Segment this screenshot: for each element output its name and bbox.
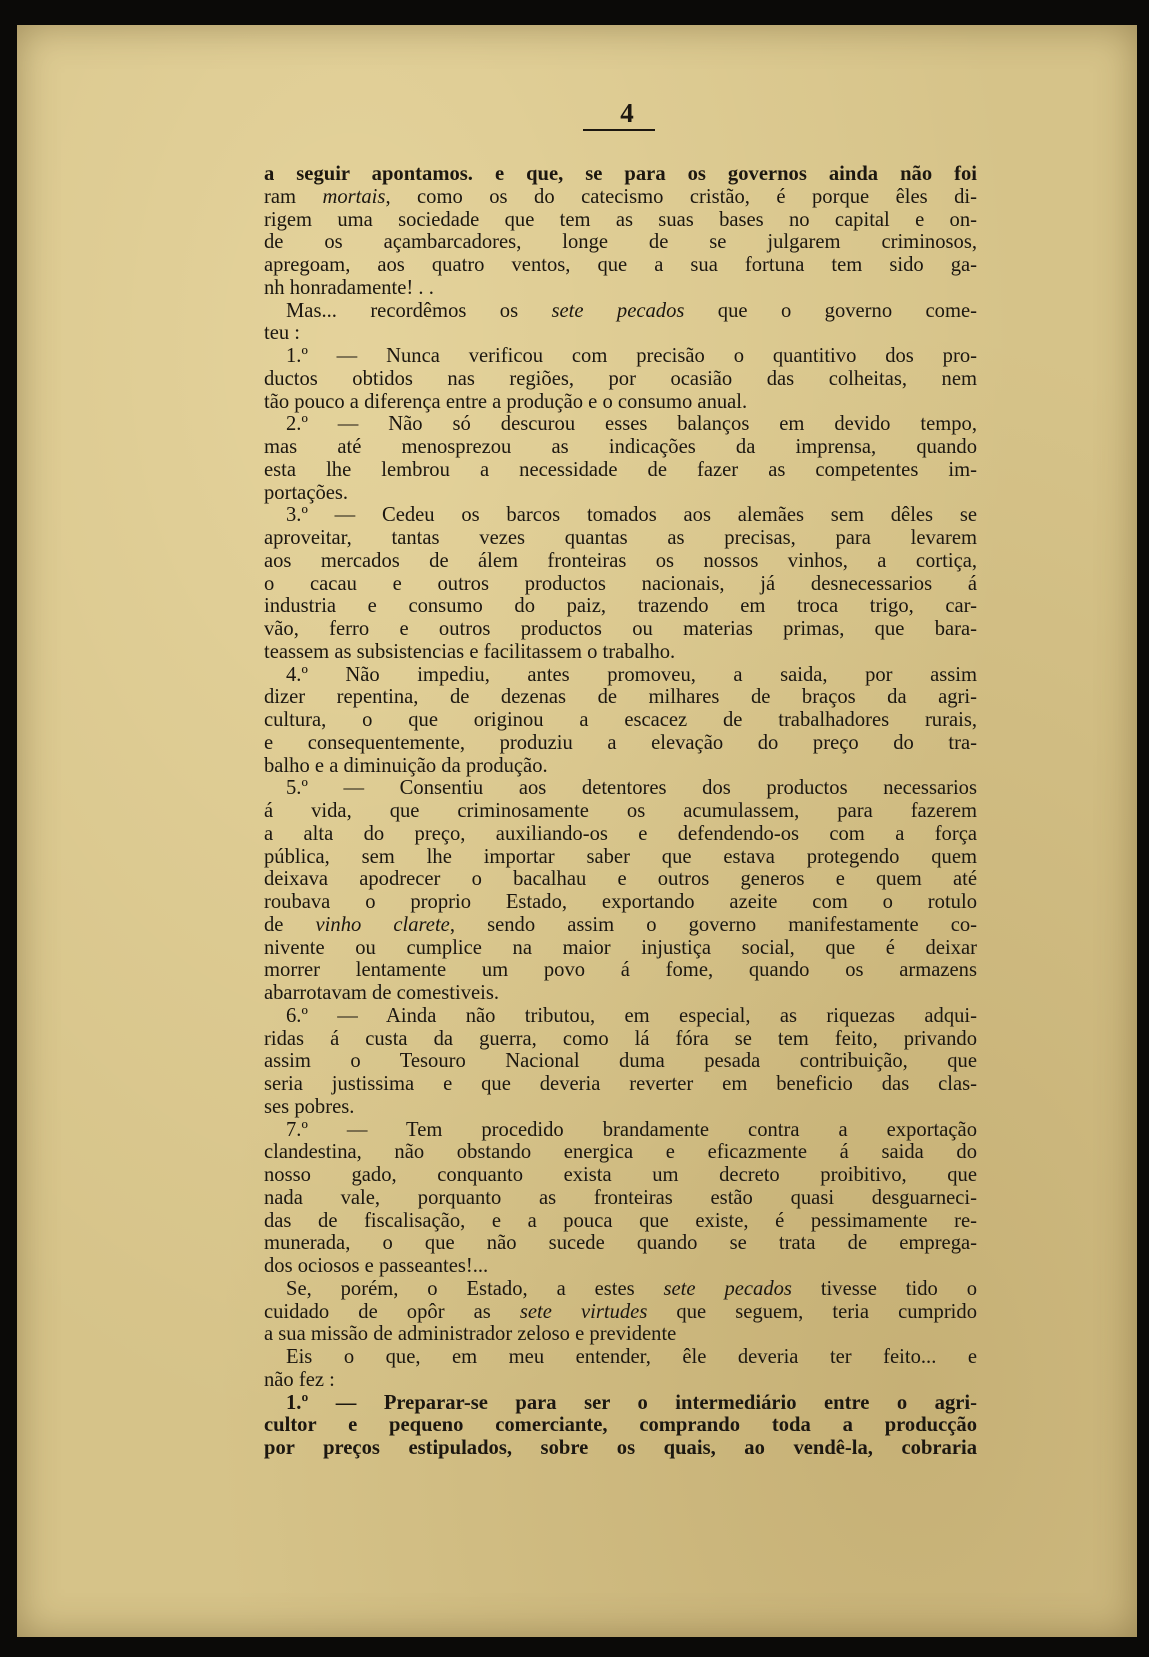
- text-line: apregoam, aos quatro ventos, que a sua fortuna tem sido ga-: [264, 254, 977, 276]
- text-line: balho e a diminuição da produção.: [264, 754, 548, 777]
- text-line: o cacau e outros productos nacionais, já desnecessarios á: [264, 572, 977, 595]
- text-line: nh honradamente! . .: [264, 276, 434, 299]
- text-line: cultor e pequeno comerciante, comprando toda a producção: [264, 1414, 977, 1437]
- text-line: industria e consumo do paiz, trazendo em troca trigo, car-: [264, 595, 977, 618]
- text-line: teassem as subsistencias e facilitassem o trabalho.: [264, 640, 676, 663]
- text-line: nosso gado, conquanto exista um decreto proibitivo, que: [264, 1164, 977, 1186]
- text-line: por preços estipulados, sobre os quais, ao vendê-la, cobraria: [264, 1437, 977, 1459]
- text-line: 4.º Não impediu, antes promoveu, a saida, por assim: [286, 663, 977, 686]
- text-line: aproveitar, tantas vezes quantas as precisas, para levarem: [264, 527, 977, 549]
- text-line: vão, ferro e outros productos ou materias primas, que bara-: [264, 618, 977, 640]
- text-line: portações.: [264, 481, 349, 504]
- page-number-underline: [583, 129, 655, 131]
- text-line: roubava o proprio Estado, exportando azeite com o rotulo: [264, 891, 977, 913]
- text-line: ses pobres.: [264, 1095, 355, 1118]
- text-line: a sua missão de administrador zeloso e previdente: [264, 1323, 677, 1346]
- text-line: 1.º — Preparar-se para ser o intermediário entre o agri-: [286, 1391, 977, 1414]
- text-line: teu :: [264, 322, 301, 345]
- text-line: cultura, o que originou a escacez de trabalhadores rurais,: [264, 709, 977, 731]
- text-line: e consequentemente, produziu a elevação do preço do tra-: [264, 731, 977, 754]
- text-line: 5.º — Consentiu aos detentores dos productos necessarios: [286, 777, 977, 800]
- text-line: pública, sem lhe importar saber que estava protegendo quem: [264, 845, 977, 868]
- text-line: 2.º — Não só descurou esses balanços em devido tempo,: [286, 413, 977, 436]
- document-page: [17, 25, 1137, 1637]
- text-line: á vida, que criminosamente os acumulassem, para fazerem: [264, 800, 977, 822]
- text-line: Se, porém, o Estado, a estes sete pecados tivesse tido o: [286, 1277, 977, 1300]
- text-line: mas até menosprezou as indicações da imprensa, quando: [264, 436, 977, 458]
- text-line: ridas á custa da guerra, como lá fóra se tem feito, privando: [264, 1027, 977, 1050]
- text-line: rigem uma sociedade que tem as suas bases no capital e on-: [264, 208, 977, 231]
- text-line: assim o Tesouro Nacional duma pesada contribuição, que: [264, 1050, 977, 1073]
- text-line: tão pouco a diferença entre a produção e o consumo anual.: [264, 390, 748, 413]
- text-line: clandestina, não obstando energica e eficazmente á saida do: [264, 1141, 977, 1164]
- text-line: Eis o que, em meu entender, êle deveria ter feito... e: [286, 1346, 977, 1368]
- text-line: 7.º — Tem procedido brandamente contra a exportação: [286, 1118, 977, 1141]
- text-line: dizer repentina, de dezenas de milhares de braços da agri-: [264, 686, 977, 709]
- text-line: deixava apodrecer o bacalhau e outros generos e quem até: [264, 868, 977, 891]
- page-number: 4: [620, 98, 634, 128]
- text-line: nada vale, porquanto as fronteiras estão quasi desguarneci-: [264, 1186, 977, 1209]
- text-line: dos ociosos e passeantes!...: [264, 1255, 489, 1277]
- text-line: a alta do preço, auxiliando-os e defendendo-os com a força: [264, 822, 977, 845]
- text-line: 6.º — Ainda não tributou, em especial, as riquezas adqui-: [286, 1004, 977, 1027]
- text-line: 1.º — Nunca verificou com precisão o quantitivo dos pro-: [286, 345, 977, 367]
- text-line: ductos obtidos nas regiões, por ocasião das colheitas, nem: [264, 367, 977, 390]
- text-line: Mas... recordêmos os sete pecados que o governo come-: [286, 299, 977, 322]
- text-line: não fez :: [264, 1368, 335, 1391]
- text-line: morrer lentamente um povo á fome, quando os armazens: [264, 959, 977, 982]
- text-line: ram mortais, como os do catecismo cristão, é porque êles di-: [264, 185, 977, 208]
- text-line: abarrotavam de comestiveis.: [264, 982, 500, 1004]
- text-line: 3.º — Cedeu os barcos tomados aos alemães sem dêles se: [286, 504, 977, 527]
- text-line: aos mercados de álem fronteiras os nossos vinhos, a cortiça,: [264, 549, 977, 572]
- text-line: a seguir apontamos. e que, se para os governos ainda não foi: [264, 163, 977, 185]
- text-line: esta lhe lembrou a necessidade de fazer as competentes im-: [264, 458, 977, 481]
- text-line: nivente ou cumplice na maior injustiça social, que é deixar: [264, 936, 977, 959]
- text-line: de vinho clarete, sendo assim o governo manifestamente co-: [264, 913, 977, 936]
- text-line: de os açambarcadores, longe de se julgarem criminosos,: [264, 231, 977, 254]
- text-line: seria justissima e que deveria reverter em beneficio das clas-: [264, 1073, 977, 1095]
- body-text: [264, 163, 977, 1460]
- text-line: das de fiscalisação, e a pouca que existe, é pessimamente re-: [264, 1209, 977, 1232]
- text-line: cuidado de opôr as sete virtudes que seguem, teria cumprido: [264, 1300, 977, 1323]
- text-line: munerada, o que não sucede quando se trata de emprega-: [264, 1232, 977, 1255]
